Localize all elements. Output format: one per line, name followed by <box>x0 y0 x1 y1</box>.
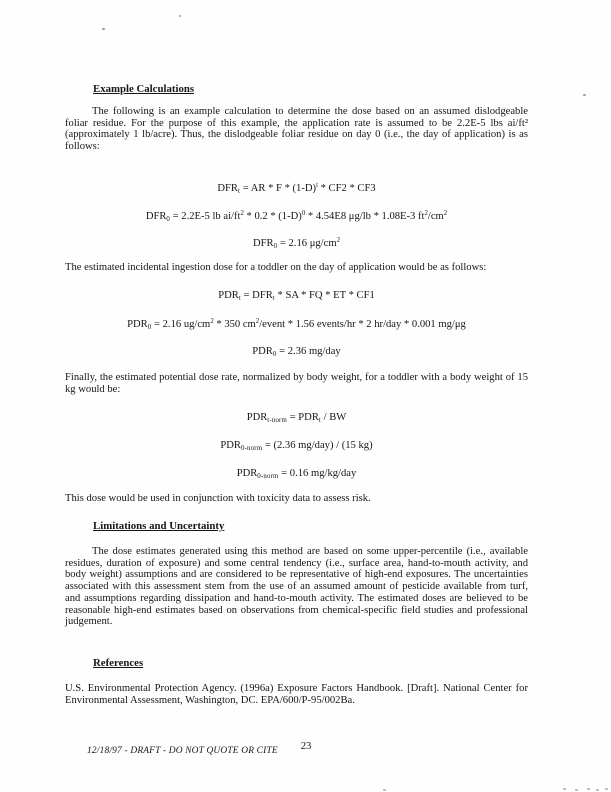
scan-speck <box>587 788 590 790</box>
scan-speck <box>179 15 181 17</box>
paragraph-ingestion-dose: The estimated incidental ingestion dose for a toddler on the day of application would be as follows: <box>65 262 487 273</box>
page-number: 23 <box>300 741 312 752</box>
formula-pdr-norm-substitution: $PDR_{0-norm} = (2.36$ mg/day) / (15 kg) <box>220 440 373 452</box>
scan-speck <box>563 788 566 790</box>
paragraph-limitations: The dose estimates generated using this method are based on some upper-percentile (i.e., available residues, duration of exposure) and some central tendency (i.e., surface area, hand-to-mouth activity, and body weight) assumptions and are considered to be representative of high-end exposures. The uncertainties associated with this assessment stem from the use of an assumed amount of pesticide available from turf, and assumptions regarding dissipation and hand-to-mouth activity. The estimated doses are believed to be reasonable high-end estimates based on observations from chemical-specific field studies and professional judgement. <box>65 546 528 628</box>
heading-limitations-uncertainty: Limitations and Uncertainty <box>93 520 225 532</box>
footer-draft-notice: 12/18/97 - DRAFT - DO NOT QUOTE OR CITE <box>87 746 278 756</box>
formula-dfr-0-substitution: $DFR_0 = 2.2E-5$ lb $ai/ft^2 * 0.2 * (1-D)^0 * 4.54E8$ μg/lb * 1.08E-3 $ft^2/cm^2$ <box>145 210 448 223</box>
formula-pdr-0-result: $PDR_0 = 2.36$ mg/day <box>252 346 341 358</box>
scan-speck <box>575 789 578 791</box>
heading-references: References <box>93 657 144 669</box>
paragraph-reference-epa: U.S. Environmental Protection Agency. (1996a) Exposure Factors Handbook. [Draft]. National Center for Environmental Assessment, Washington, DC. EPA/600/P-95/002Ba. <box>65 683 528 706</box>
heading-example-calculations: Example Calculations <box>93 83 195 95</box>
scan-speck <box>605 788 608 790</box>
formula-dfr-0-result: $DFR_0 = 2.16$ $\mu g/cm^2$ <box>253 237 340 250</box>
paragraph-example-intro: The following is an example calculation to determine the dose based on an assumed dislodgeable foliar residue. For the purpose of this example, the application rate is assumed to be 2.2E-5 lbs ai/ft² (approximately 1 lb/acre). Thus, the dislodgeable foliar residue on day 0 (i.e., the day of application) is as follows: <box>65 106 528 153</box>
formula-pdr-norm-result: $PDR_{0-norm} = 0.16$ mg/kg/day <box>236 468 357 480</box>
scan-speck <box>102 28 105 30</box>
formula-dfr-t-definition: $DFR_t$ = AR * F * $(1-D)^t * CF2 * CF3$ <box>217 182 376 195</box>
scan-speck <box>583 94 586 96</box>
paragraph-normalized-dose: Finally, the estimated potential dose rate, normalized by body weight, for a toddler with a body weight of 15 kg would be: <box>65 372 528 395</box>
paragraph-toxicity-note: This dose would be used in conjunction with toxicity data to assess risk. <box>65 493 371 504</box>
formula-pdr-norm-definition: $PDR_{t-norm} = PDR_t$ / BW <box>246 412 347 424</box>
formula-pdr-t-definition: $PDR_t = DFR_t$ * SA * FQ * ET * CF1 <box>218 290 375 302</box>
scan-speck <box>596 789 599 791</box>
formula-pdr-0-substitution: $PDR_0 = 2.16$ $ug/cm^2 * 350$ $cm^2$/event * 1.56 events/hr * 2 hr/day * 0.001 mg/μg <box>127 318 466 331</box>
scan-speck <box>383 789 386 791</box>
